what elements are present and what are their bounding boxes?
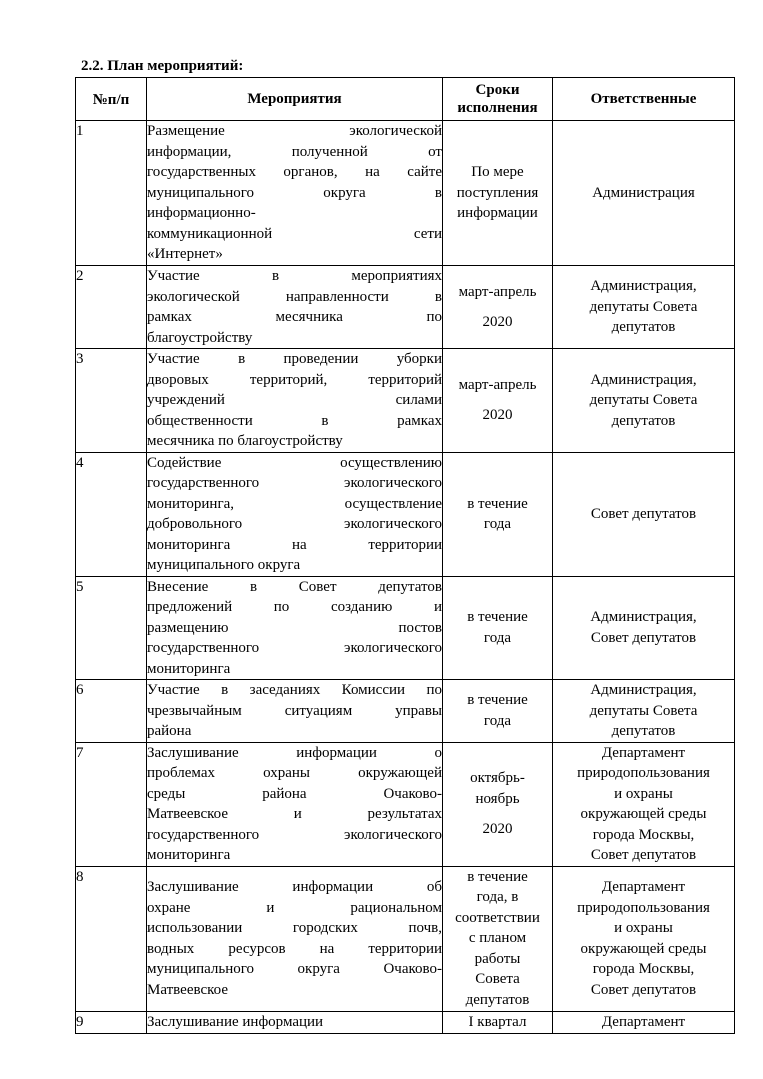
activity-line: Участие в проведении уборки [147, 351, 442, 367]
term-line: I квартал [468, 1013, 527, 1030]
responsible-line: Администрация, [590, 371, 697, 388]
activity-cell [147, 452, 443, 576]
activity-line: Матвеевское и результатах [147, 806, 442, 822]
activity-line: Матвеевское [147, 981, 228, 998]
row-number: 7 [76, 742, 147, 866]
term-cell [443, 266, 553, 349]
activity-cell [147, 576, 443, 680]
activity-line: размещению постов [147, 619, 442, 636]
term-line: в течение [467, 609, 528, 626]
column-header-responsible: Ответственные [553, 78, 735, 121]
term-line: По мере [471, 164, 524, 181]
responsible-line: окружающей среды [580, 806, 707, 822]
term-line: 2020 [482, 314, 513, 330]
responsible-line: депутатов [611, 723, 676, 739]
term-line: в течение [467, 692, 528, 709]
column-header-term: Сроки исполнения [443, 78, 553, 121]
responsible-cell [553, 266, 735, 349]
activity-line: месячника по благоустройству [147, 433, 343, 449]
activity-line: «Интернет» [147, 246, 223, 262]
row-number: 5 [76, 576, 147, 680]
activity-cell [147, 266, 443, 349]
activity-line: района [147, 723, 192, 739]
activity-line: государственного экологического [147, 826, 442, 843]
responsible-line: депутатов [611, 412, 676, 429]
responsible-line: депутаты Совета [589, 298, 698, 315]
table-row [76, 266, 735, 349]
term-cell [443, 349, 553, 453]
term-line: в течение [467, 495, 528, 512]
activity-line: государственных органов, на сайте [147, 164, 442, 180]
term-line: депутатов [465, 991, 530, 1008]
activity-line: Участие в заседаниях Комиссии по [147, 682, 442, 698]
responsible-line: Администрация, [590, 278, 697, 295]
activity-line: информационно- [147, 205, 256, 221]
term-line: март-апрель [458, 283, 537, 300]
activity-line: Участие в мероприятиях [147, 268, 442, 284]
activity-line: охране и рациональном [147, 899, 442, 916]
table-row [76, 680, 735, 743]
responsible-line: депутаты Совета [589, 702, 698, 719]
responsible-cell [553, 1011, 735, 1033]
term-line: информации [457, 205, 538, 222]
activity-line: Содействие осуществлению [147, 454, 442, 471]
activity-line: чрезвычайным ситуациям управы [147, 702, 442, 719]
term-line: поступления [456, 184, 539, 201]
activity-line: использовании городских почв, [147, 920, 442, 936]
term-cell [443, 576, 553, 680]
responsible-line: Департамент [601, 744, 686, 761]
responsible-line: Департамент [601, 879, 686, 895]
responsible-line: Совет депутатов [590, 981, 697, 998]
term-line: работы [474, 950, 521, 967]
term-cell [443, 742, 553, 866]
activity-line: мониторинга [147, 847, 231, 863]
term-line: с планом [468, 930, 527, 947]
activity-cell [147, 742, 443, 866]
activity-line: информации, полученной от [147, 143, 442, 160]
responsible-line: природопользования [577, 765, 710, 781]
responsible-cell [553, 866, 735, 1011]
activity-cell [147, 680, 443, 743]
activity-line: Внесение в Совет депутатов [147, 578, 442, 595]
responsible-line: Совет депутатов [590, 629, 697, 646]
term-line: март-апрель [458, 376, 537, 393]
row-number: 8 [76, 866, 147, 1011]
activity-line: рамках месячника по [147, 309, 442, 325]
activity-line: муниципального округа в [147, 184, 442, 201]
table-row [76, 742, 735, 866]
activity-line: мониторинга на территории [147, 536, 442, 553]
activity-line: государственного экологического [147, 640, 442, 656]
term-cell [443, 680, 553, 743]
activity-line: экологической направленности в [147, 288, 442, 305]
activity-line: общественности в рамках [147, 412, 442, 429]
responsible-line: Администрация, [590, 682, 697, 698]
responsible-line: Департамент [601, 1013, 686, 1030]
responsible-cell [553, 349, 735, 453]
row-number: 4 [76, 452, 147, 576]
term-cell [443, 866, 553, 1011]
term-line: соответствии [455, 909, 540, 926]
activity-line: коммуникационной сети [147, 225, 442, 242]
responsible-line: и охраны [614, 920, 673, 936]
events-plan-table [75, 77, 735, 1034]
responsible-line: и охраны [614, 785, 673, 802]
row-number: 1 [76, 121, 147, 266]
row-number: 9 [76, 1011, 147, 1033]
activity-line: водных ресурсов на территории [147, 940, 442, 957]
term-cell [443, 452, 553, 576]
term-line: Совета [475, 971, 520, 988]
column-header-activity: Мероприятия [147, 78, 443, 121]
table-row [76, 121, 735, 266]
row-number: 6 [76, 680, 147, 743]
responsible-cell [553, 742, 735, 866]
responsible-line: депутаты Совета [589, 392, 698, 408]
term-line: ноябрь [475, 790, 520, 807]
term-line: года, в [476, 889, 519, 906]
activity-line: дворовых территорий, территорий [147, 371, 442, 388]
column-header-num: №п/п [76, 78, 147, 121]
section-heading: 2.2. План мероприятий: [81, 58, 244, 74]
term-line: года [483, 516, 512, 532]
term-line: октябрь- [470, 770, 525, 787]
row-number: 3 [76, 349, 147, 453]
term-line: в течение [467, 868, 528, 885]
responsible-line: окружающей среды [580, 940, 707, 957]
row-number: 2 [76, 266, 147, 349]
activity-line: государственного экологического [147, 475, 442, 491]
activity-line: муниципального округа [147, 557, 301, 573]
table-row [76, 866, 735, 1011]
table-header-row [76, 78, 735, 121]
term-cell [443, 1011, 553, 1033]
line-spacer [443, 302, 552, 312]
activity-line: благоустройству [147, 329, 253, 346]
responsible-cell [553, 121, 735, 266]
responsible-line: Администрация, [590, 609, 697, 626]
table-row [76, 452, 735, 576]
responsible-line: города Москвы, [592, 961, 695, 977]
activity-line: мониторинга [147, 660, 231, 677]
responsible-cell [553, 452, 735, 576]
activity-cell [147, 866, 443, 1011]
activity-line: Заслушивание информации об [147, 879, 442, 895]
term-cell [443, 121, 553, 266]
responsible-line: природопользования [577, 899, 710, 916]
responsible-cell [553, 680, 735, 743]
term-line: 2020 [482, 407, 513, 424]
activity-line: Размещение экологической [147, 123, 442, 139]
line-spacer [443, 395, 552, 405]
responsible-line: Совет депутатов [590, 505, 697, 522]
activity-line: добровольного экологического [147, 516, 442, 532]
activity-cell [147, 121, 443, 266]
responsible-line: города Москвы, [592, 826, 695, 843]
term-line: года [483, 712, 512, 729]
responsible-line: депутатов [611, 319, 676, 336]
activity-cell [147, 1011, 443, 1033]
activity-line: мониторинга, осуществление [147, 495, 442, 512]
table-row [76, 1011, 735, 1033]
term-line: 2020 [482, 821, 513, 838]
activity-line: учреждений силами [147, 392, 442, 408]
activity-line: среды района Очаково- [147, 785, 442, 802]
activity-line: проблемах охраны окружающей [147, 765, 442, 781]
responsible-cell [553, 576, 735, 680]
activity-cell [147, 349, 443, 453]
activity-line: предложений по созданию и [147, 599, 442, 615]
activity-line: муниципального округа Очаково- [147, 961, 442, 977]
term-line: года [483, 629, 512, 646]
responsible-line: Администрация [592, 184, 695, 201]
activity-line: Заслушивание информации [147, 1013, 324, 1030]
table-row [76, 349, 735, 453]
responsible-line: Совет депутатов [590, 847, 697, 863]
line-spacer [443, 809, 552, 819]
activity-line: Заслушивание информации о [147, 744, 442, 761]
table-row [76, 576, 735, 680]
